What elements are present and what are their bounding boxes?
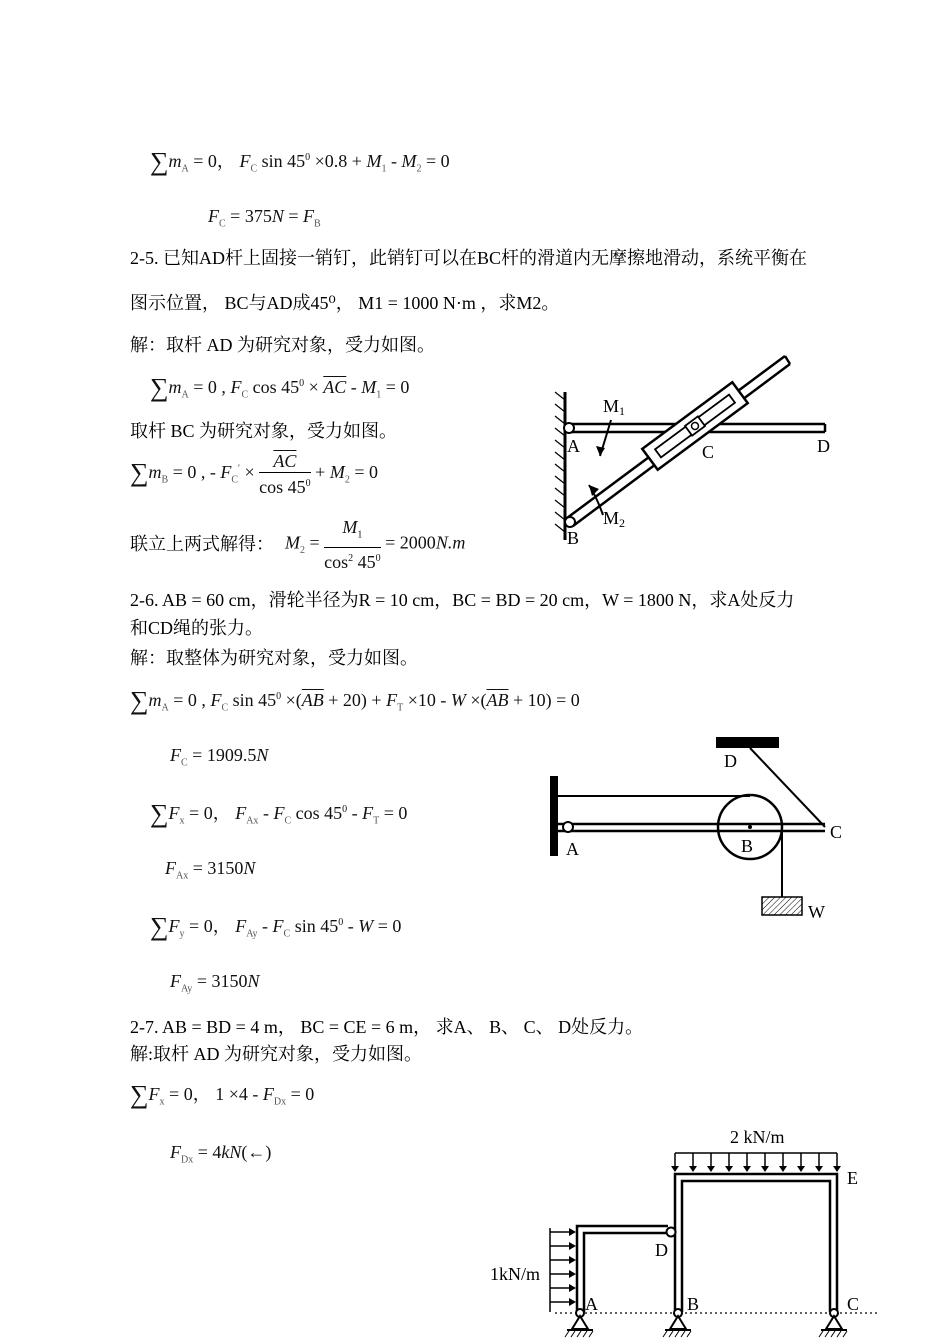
equation-2-5-2: $\sum m_B = 0$ , - $F_C'$ × $\frac{\overline{AC}}{\cos 45^0}$ + $M_2 = 0$ (130, 451, 378, 497)
label-a: A (567, 436, 580, 456)
problem-2-6-line1: 2-6. AB = 60 cm，滑轮半径为R = 10 cm，BC = BD = 20 cm，W = 1800 N，求A处反力 (130, 590, 795, 610)
equation-2-7-1: $\sum F_x = 0$， $1 \times 4 - F_{Dx} = 0$ (130, 1080, 315, 1109)
problem-2-6-solution: 解：取整体为研究对象，受力如图。 (130, 648, 418, 668)
equation-2-6-5: $\sum F_y = 0$， $F_{Ay} - F_C$ $\sin 45^0 - W = 0$ (150, 912, 402, 941)
problem-2-5-line2: 图示位置， BC与AD成45⁰， M1 = 1000 N·m ，求M2。 (130, 293, 560, 313)
load-top-arrows (675, 1153, 837, 1168)
label-b: B (687, 1294, 700, 1314)
label-d: D (817, 436, 830, 456)
equation-2-6-6: $F_{Ay} = 3150N$ (170, 971, 260, 995)
label-load-left: 1kN/m (490, 1264, 541, 1284)
frame-bec-outer (675, 1174, 837, 1312)
wall-left (550, 776, 558, 856)
label-d: D (655, 1240, 668, 1260)
label-d: D (724, 751, 737, 771)
figure-2-5 (545, 350, 845, 550)
label-load-top: 2 kN/m (730, 1127, 785, 1147)
problem-2-7-solution: 解:取杆 AD 为研究对象，受力如图。 (130, 1044, 422, 1064)
equation-2-6-3: $\sum F_x = 0$， $F_{Ax} - F_C$ $\cos 45^0 - F_T = 0$ (150, 799, 408, 828)
equation-2-6-1: $\sum m_A = 0$ , $F_C$ $\sin 45^0 \times(\overline{AB} + 20) + F_T \times 10 - W \times(\overline{AB} + 10) = 0$ (130, 686, 580, 715)
equation-2-5-3: $M_2$ = $\frac{M_1}{\cos^2 45^0}$ = 2000N.m (285, 517, 466, 572)
frame-bec-inner (682, 1181, 830, 1312)
label-b: B (567, 528, 580, 548)
equation-2-6-4: $F_{Ax} = 3150N$ (165, 858, 256, 882)
equation-2-5-1: $\sum m_A = 0$ , $F_C$ $\cos 45^0 \times \overline{AC} - M_1 = 0$ (150, 373, 410, 402)
pin-a (563, 822, 573, 832)
load-left-arrows (550, 1232, 571, 1302)
equation-fc-top: $F_C = 375N = F_B$ (208, 206, 321, 230)
problem-2-5-line1: 2-5. 已知AD杆上固接一销钉，此销钉可以在BC杆的滑道内无摩擦地滑动，系统平衡在 (130, 248, 808, 268)
equation-moment-a-top: $\sum m_A = 0$， $F_C$ $\sin 45^0 \times 0.8 + M_1 - M_2 = 0$ (150, 147, 450, 176)
equation-2-7-2: $F_{Dx}$ = 4kN(←) (170, 1142, 272, 1166)
label-c: C (847, 1294, 860, 1314)
support-c (819, 1309, 847, 1337)
equation-2-6-2: $F_C = 1909.5N$ (170, 745, 269, 769)
problem-2-5-solution: 解：取杆 AD 为研究对象，受力如图。 (130, 335, 435, 355)
label-a: A (585, 1294, 598, 1314)
slide-channel (642, 382, 747, 470)
weight-w (762, 897, 802, 915)
pin-a (564, 423, 574, 433)
rope-cd (750, 748, 825, 827)
figure-2-7 (485, 1120, 885, 1342)
label-a: A (566, 839, 579, 859)
label-c: C (702, 442, 715, 462)
equation-2-5-3-label: 联立上两式解得： (130, 534, 274, 554)
label-b: B (741, 836, 754, 856)
label-m2: M2 (603, 508, 626, 530)
label-c: C (830, 822, 843, 842)
label-m1: M1 (603, 396, 626, 418)
figure-2-6 (540, 730, 860, 930)
label-w: W (808, 902, 825, 922)
problem-2-6-line2: 和CD绳的张力。 (130, 618, 264, 638)
pin-b (565, 517, 575, 527)
problem-2-5-solution-bc: 取杆 BC 为研究对象，受力如图。 (130, 421, 398, 441)
support-d (716, 737, 779, 748)
label-e: E (847, 1168, 858, 1188)
problem-2-7-line1: 2-7. AB = BD = 4 m， BC = CE = 6 m， 求A、 B、 C、 D处反力。 (130, 1017, 644, 1037)
pin-d (667, 1228, 676, 1237)
